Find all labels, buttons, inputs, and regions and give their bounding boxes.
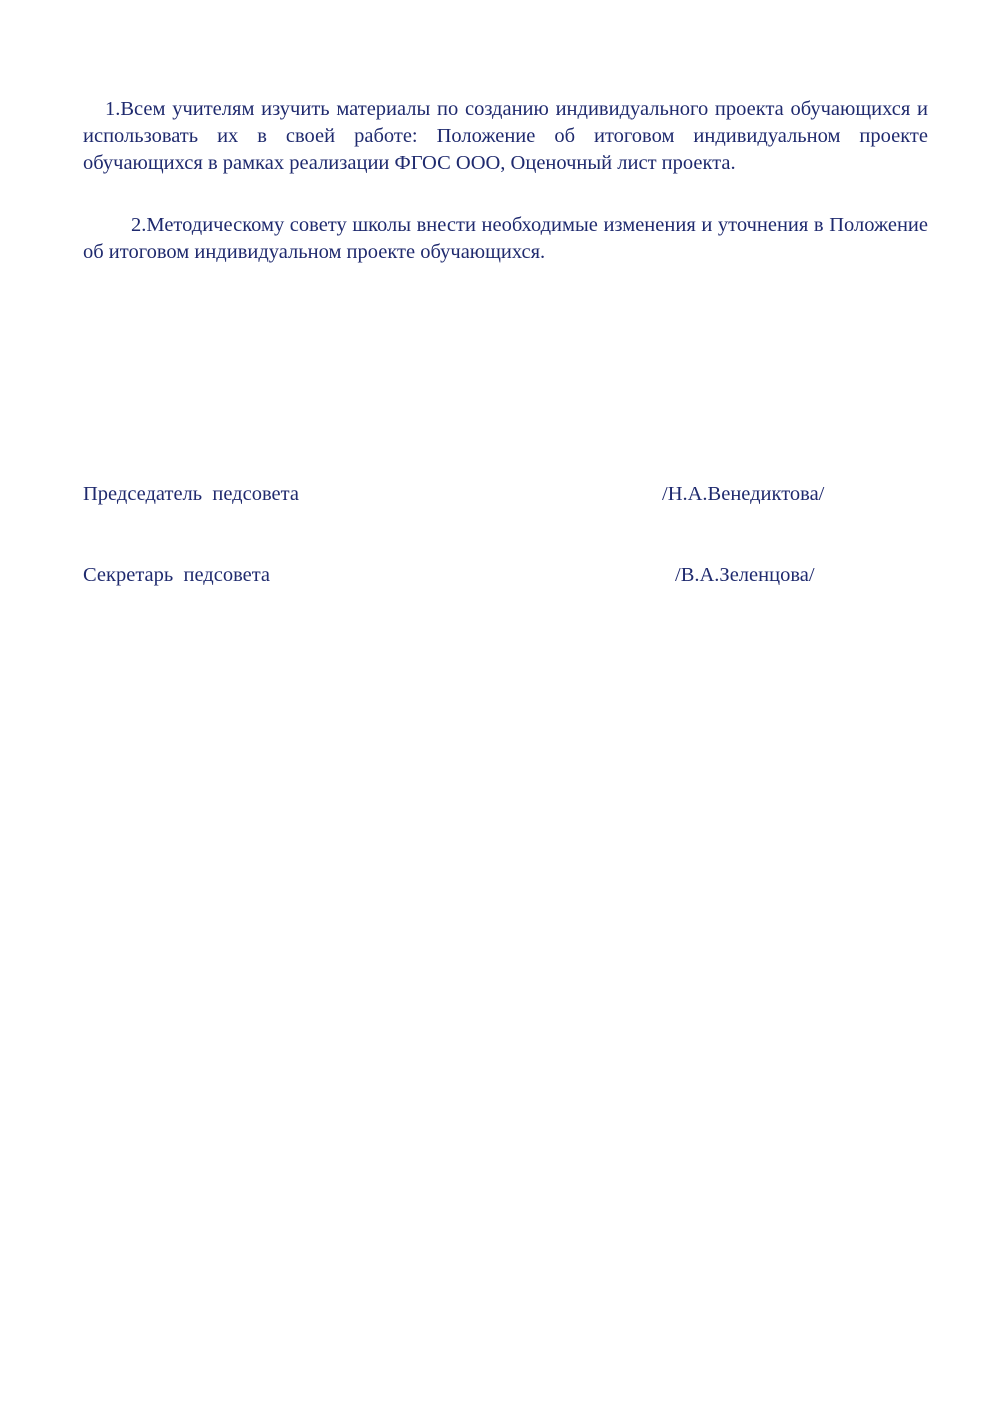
secretary-signature-name: /В.А.Зеленцова/ (675, 564, 815, 586)
chair-signature-name: /Н.А.Венедиктова/ (662, 483, 825, 505)
paragraph-2: 2.Методическому совету школы внести необходимые изменения и уточнения в Положение об итоговом индивидуальном проекте обучающихся. (83, 214, 928, 263)
chair-signature-label: Председатель педсовета (83, 483, 299, 505)
secretary-signature-label: Секретарь педсовета (83, 564, 271, 586)
paragraph-1: 1.Всем учителям изучить материалы по созданию индивидуального проекта обучающихся и использовать их в своей работе: Положение об итоговом индивидуальном проекте обучающихся в рамках реализации ФГОС ООО, Оценочный лист проекта. (83, 98, 928, 174)
